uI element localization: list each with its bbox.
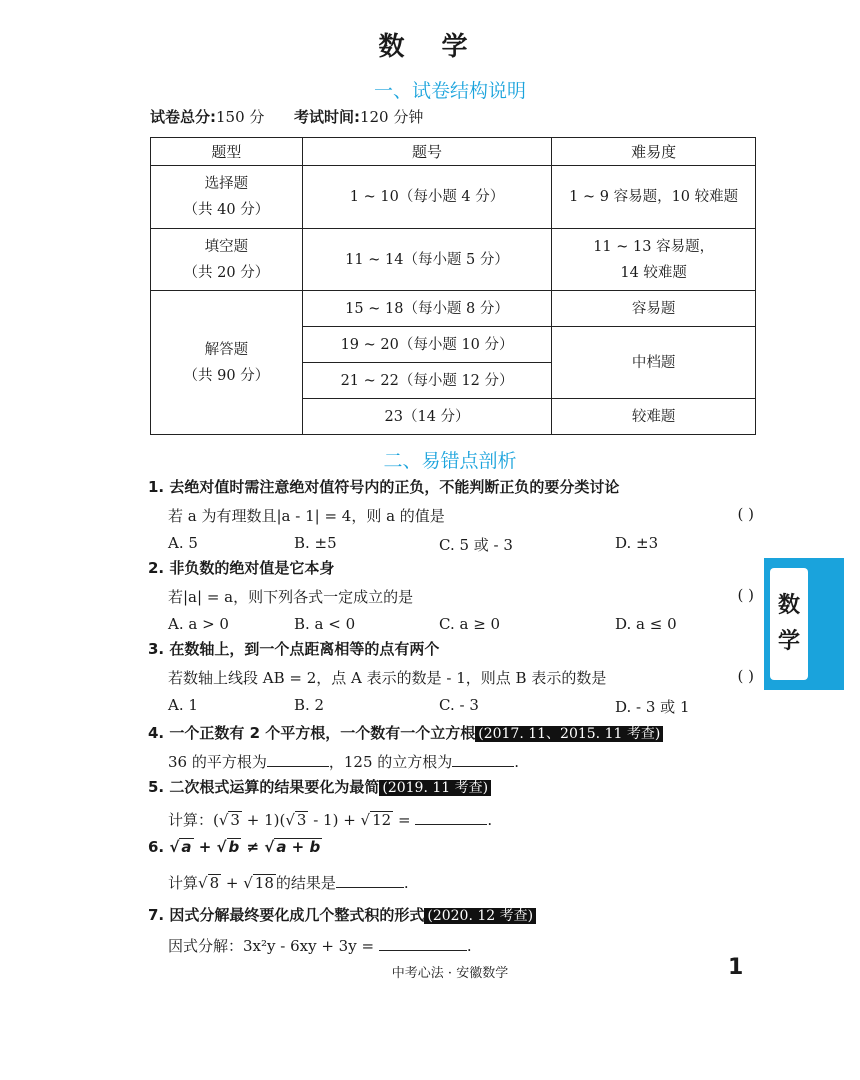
options [168, 615, 754, 635]
question-heading: 1. 去绝对值时需注意绝对值符号内的正负，不能判断正负的要分类讨论 [148, 478, 620, 496]
option-d: D. ±3 [615, 534, 659, 552]
numbers-cell: 21 ~ 22（每小题 12 分） [302, 363, 552, 399]
exam-year-tag: (2019. 11 考查) [379, 780, 491, 796]
question-heading: 4. 一个正数有 2 个平方根，一个数有一个立方根 [148, 724, 476, 742]
answer-blank [379, 935, 467, 951]
option-a: A. 5 [168, 534, 198, 552]
total-score-value: 150 分 [216, 108, 265, 126]
type-cell: 选择题 （共 40 分） [151, 166, 303, 229]
option-a: A. 1 [168, 696, 198, 714]
section-heading-mistakes: 二、易错点剖析 [383, 450, 517, 472]
numbers-cell: 23（14 分） [302, 399, 552, 435]
difficulty-cell: 1 ~ 9 容易题，10 较难题 [552, 166, 756, 229]
answer-parentheses: ( ) [737, 505, 754, 523]
answer-blank [267, 751, 329, 767]
options [168, 534, 754, 554]
numbers-cell: 1 ~ 10（每小题 4 分） [302, 166, 552, 229]
option-d: D. a ≤ 0 [615, 615, 677, 633]
question-heading: 3. 在数轴上，到一个点距离相等的点有两个 [148, 640, 440, 658]
footer-text: 中考心法 · 安徽数学 [391, 966, 509, 981]
radicand: 12 [372, 811, 392, 829]
option-c: C. 5 或 - 3 [439, 536, 513, 554]
option-b: B. ±5 [294, 534, 337, 552]
option-c: C. a ≥ 0 [439, 615, 501, 633]
question-6: 6. √ a + √ b ≠ √ a + b 计算√ 8 + √ 18 的结果是 . [148, 838, 754, 893]
radicand: 18 [254, 874, 274, 892]
question-heading: 2. 非负数的绝对值是它本身 [148, 559, 335, 577]
answer-blank [415, 809, 487, 825]
question-3 [148, 638, 754, 716]
section-heading-structure: 一、试卷结构说明 [373, 80, 526, 102]
exam-time-label: 考试时间: [293, 108, 360, 126]
page-title: 数 学 [378, 32, 482, 62]
options [168, 696, 754, 716]
question-stem: 若 a 为有理数且|a - 1| = 4，则 a 的值是 [168, 507, 445, 525]
question-stem: 若数轴上线段 AB = 2，点 A 表示的数是 - 1，则点 B 表示的数是 [168, 669, 607, 687]
question-7: 7. 因式分解最终要化成几个整式积的形式 (2020. 12 考查) 因式分解：3x²y - 6xy + 3y = . [148, 904, 754, 956]
type-cell: 解答题 （共 90 分） [151, 291, 303, 435]
radicand: 3 [296, 811, 307, 829]
exam-meta [150, 106, 423, 127]
answer-blank [452, 751, 514, 767]
numbers-cell: 11 ~ 14（每小题 5 分） [302, 229, 552, 291]
total-score-label: 试卷总分: [150, 108, 216, 126]
option-d: D. - 3 或 1 [615, 698, 690, 716]
question-5: 5. 二次根式运算的结果要化为最简 (2019. 11 考查) 计算：(√ 3 + 1)(√ 3 - 1) + √ 12 = . [148, 778, 493, 829]
radicand: 3 [230, 811, 240, 829]
table-row [151, 291, 756, 327]
answer-blank [336, 872, 404, 888]
numbers-cell: 15 ~ 18（每小题 8 分） [302, 291, 552, 327]
question-heading: 7. 因式分解最终要化成几个整式积的形式 [148, 906, 425, 924]
answer-parentheses: ( ) [737, 586, 754, 604]
page-number: 1 [728, 955, 744, 980]
side-tab-char: 学 [777, 629, 800, 654]
exam-time-value: 120 分钟 [359, 108, 424, 126]
table-row [151, 166, 756, 229]
exam-year-tag: (2017. 11、2015. 11 考查) [475, 726, 663, 742]
table-row [151, 229, 756, 291]
side-tab-char: 数 [777, 593, 800, 618]
difficulty-cell: 11 ~ 13 容易题， 14 较难题 [552, 229, 756, 291]
subject-side-tab [764, 558, 844, 690]
col-header-type: 题型 [151, 138, 303, 166]
exam-year-tag: (2020. 12 考查) [424, 908, 536, 924]
question-2 [148, 557, 754, 635]
type-cell: 填空题 （共 20 分） [151, 229, 303, 291]
answer-parentheses: ( ) [737, 667, 754, 685]
option-c: C. - 3 [439, 696, 479, 714]
col-header-numbers: 题号 [302, 138, 552, 166]
question-heading: 6. √ a + √ b ≠ √ a + b [148, 838, 321, 856]
radicand: 8 [209, 874, 220, 892]
numbers-cell: 19 ~ 20（每小题 10 分） [302, 327, 552, 363]
option-b: B. a < 0 [294, 615, 356, 633]
difficulty-cell: 较难题 [552, 399, 756, 435]
question-heading: 5. 二次根式运算的结果要化为最简 [148, 778, 380, 796]
question-1 [148, 476, 754, 554]
option-b: B. 2 [294, 696, 325, 714]
col-header-difficulty: 难易度 [552, 138, 756, 166]
question-4: 4. 一个正数有 2 个平方根，一个数有一个立方根 (2017. 11、2015. 11 考查) 36 的平方根为 ，125 的立方根为 . [148, 722, 754, 772]
exam-structure-table [150, 137, 756, 435]
difficulty-cell: 容易题 [552, 291, 756, 327]
difficulty-cell: 中档题 [552, 327, 756, 399]
table-header-row [151, 138, 756, 166]
option-a: A. a > 0 [168, 615, 229, 633]
question-stem: 若|a| = a，则下列各式一定成立的是 [168, 588, 414, 606]
